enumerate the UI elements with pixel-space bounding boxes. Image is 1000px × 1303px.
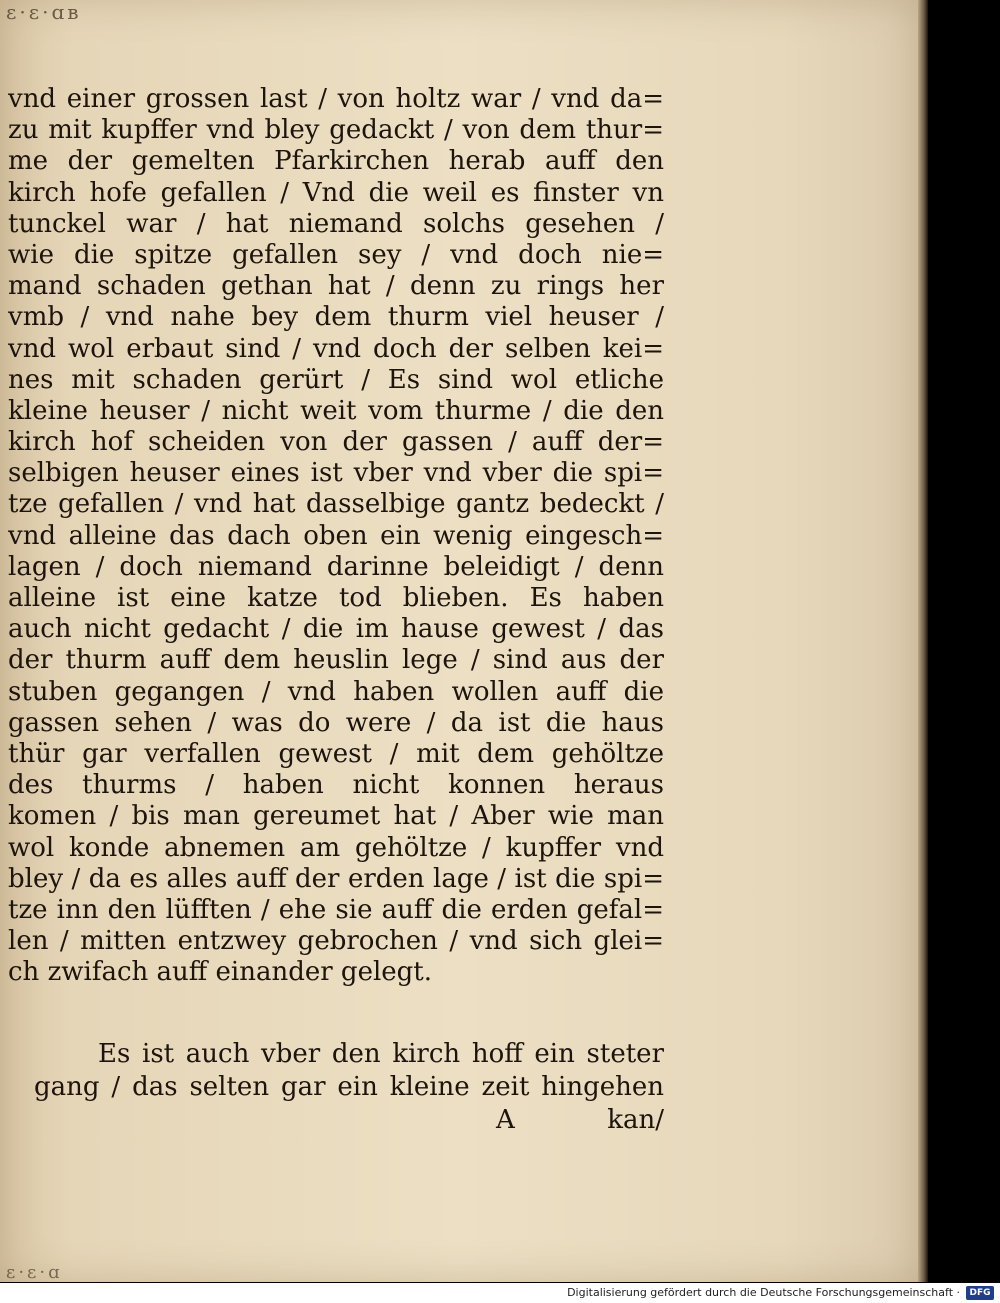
page-edge	[918, 0, 928, 1282]
bleed-through-top: ɛ·ɛ·ɑʙ	[6, 0, 82, 24]
paragraph-2-continued	[34, 1072, 664, 1103]
text-line: vnd einer grossen last / von holtz war / vnd da=	[8, 84, 664, 114]
page-footer	[34, 1104, 664, 1136]
text-line: gang / das selten gar ein kleine zeit hingehen	[34, 1072, 664, 1102]
text-line: thür gar verfallen gewest / mit dem gehöltze	[8, 738, 664, 769]
text-line: der thurm auff dem heuslin lege / sind aus der	[8, 645, 664, 676]
text-line: vmb / vnd nahe bey dem thurm viel heuser /	[8, 302, 664, 333]
text-line: tze inn den lüfften / ehe sie auff die erden gefal=	[8, 894, 664, 925]
signature-mark: A	[496, 1105, 515, 1135]
text-line: zu mit kupffer vnd bley gedackt / von dem thur=	[8, 115, 664, 146]
text-line: wie die spitze gefallen sey / vnd doch nie=	[8, 239, 664, 270]
credit-bar	[0, 1283, 1000, 1303]
catchword: kan/	[607, 1105, 664, 1135]
paragraph-1	[8, 84, 664, 988]
paragraph-2	[34, 1038, 664, 1070]
text-line: nes mit schaden gerürt / Es sind wol etliche	[8, 364, 664, 395]
text-line: kleine heuser / nicht weit vom thurme / die den	[8, 395, 664, 426]
text-line: lagen / doch niemand darinne beleidigt / denn	[8, 551, 664, 582]
text-line: vnd wol erbaut sind / vnd doch der selben kei=	[8, 333, 664, 364]
text-line: tze gefallen / vnd hat dasselbige gantz bedeckt /	[8, 489, 664, 520]
bleed-through-bottom: ɛ·ɛ·ɑ	[6, 1262, 63, 1283]
text-line: wol konde abnemen am gehöltze / kupffer vnd	[8, 832, 664, 863]
text-line: selbigen heuser eines ist vber vnd vber die spi=	[8, 458, 664, 489]
text-line: ch zwifach auff einander gelegt.	[8, 957, 433, 988]
text-line: vnd alleine das dach oben ein wenig eingesch=	[8, 520, 664, 551]
text-line: Es ist auch vber den kirch hoff ein steter	[98, 1039, 664, 1069]
text-line: len / mitten entzwey gebrochen / vnd sich glei=	[8, 926, 664, 957]
text-line: des thurms / haben nicht konnen heraus	[8, 770, 664, 801]
dfg-logo: DFG	[966, 1286, 994, 1300]
text-line: alleine ist eine katze tod blieben. Es haben	[8, 583, 664, 613]
funding-credit: Digitalisierung gefördert durch die Deutsche Forschungsgemeinschaft ·	[567, 1286, 960, 1299]
text-line: auch nicht gedacht / die im hause gewest / das	[8, 614, 664, 645]
text-line: kirch hofe gefallen / Vnd die weil es finster vn	[8, 177, 664, 208]
text-line: me der gemelten Pfarkirchen herab auff den	[8, 146, 664, 177]
text-line: kirch hof scheiden von der gassen / auff der=	[8, 427, 664, 458]
text-line: stuben gegangen / vnd haben wollen auff die	[8, 676, 664, 707]
text-line: bley / da es alles auff der erden lage / ist die spi=	[8, 863, 664, 894]
text-line: tunckel war / hat niemand solchs gesehen /	[8, 208, 664, 239]
text-line: mand schaden gethan hat / denn zu rings her	[8, 271, 664, 302]
text-line: komen / bis man gereumet hat / Aber wie man	[8, 801, 664, 832]
text-line: gassen sehen / was do were / da ist die haus	[8, 707, 664, 738]
